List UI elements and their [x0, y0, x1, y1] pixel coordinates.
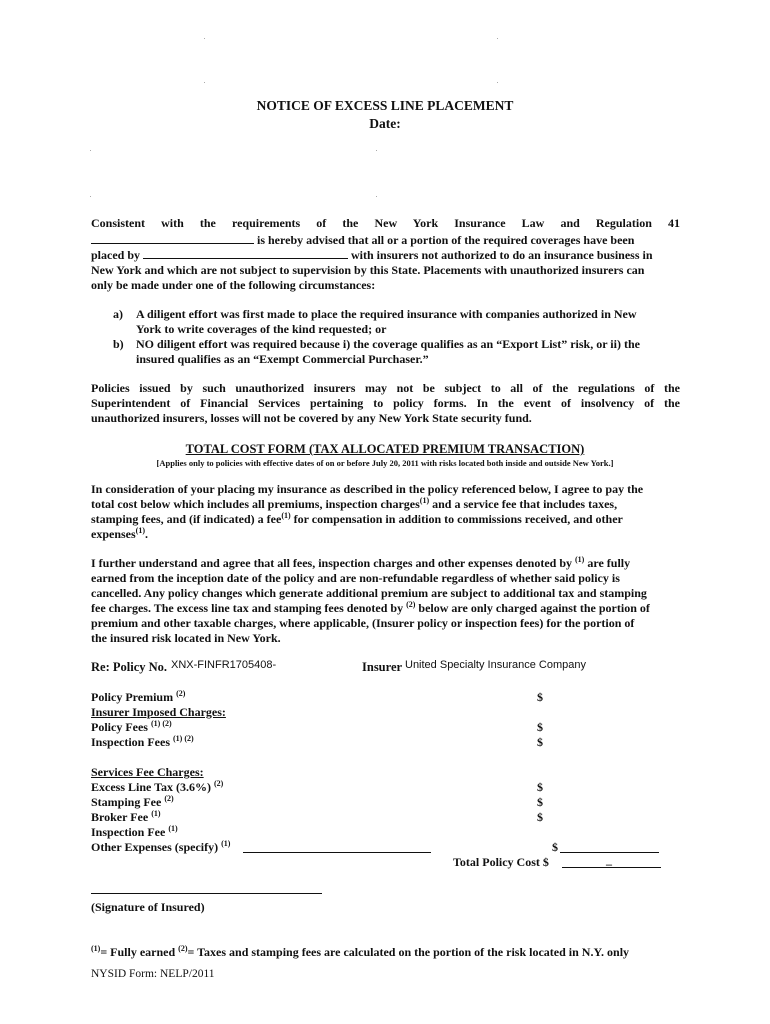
footnote-mark: (1) [419, 496, 430, 505]
total-policy-cost-value: _ [606, 853, 612, 867]
cost-form-note: [Applies only to policies with effective dates of on or before July 20, 2011 with risks located both inside and outside New York.] [156, 458, 614, 468]
charge-label-excess-line-tax: Excess Line Tax (3.6%) $^{(2)}$ [91, 779, 224, 794]
footnote-mark: (2) [178, 944, 188, 953]
list-item: A diligent effort was first made to place the required insurance with companies authorized in New [136, 307, 637, 321]
list-marker: a) [113, 307, 123, 321]
charge-label-other-expenses: Other Expenses (specify) $^{(1)}$ [91, 839, 231, 854]
footnote-mark: (1) [281, 511, 291, 520]
total-policy-cost-label: Total Policy Cost $ [453, 855, 549, 869]
dollar-sign: $ [552, 840, 558, 854]
understand-line: earned from the inception date of the policy and are non-refundable regardless of whether said policy is [91, 571, 620, 585]
insurer-field[interactable]: United Specialty Insurance Company [405, 659, 586, 671]
state-blank[interactable] [91, 233, 254, 244]
cost-form-title: TOTAL COST FORM (TAX ALLOCATED PREMIUM TRANSACTION) [185, 442, 585, 456]
footnote-mark: (1) [168, 824, 178, 833]
understand-line: fee charges. The excess line tax and stamping fees denoted by $^{(2)}$ below are only charged against the portion of [91, 600, 650, 615]
policy-no-label: Re: Policy No. [91, 660, 168, 674]
consideration-line: In consideration of your placing my insurance as described in the policy referenced below, I agree to pay the [91, 482, 644, 496]
scan-speck [497, 82, 498, 83]
policy-no-field[interactable]: XNX-FINFR1705408- [171, 659, 277, 671]
footnote-mark: (2) [176, 689, 186, 698]
charge-label-broker-fee: Broker Fee $^{(1)}$ [91, 809, 161, 824]
footnote-mark: (2) [214, 779, 224, 788]
other-expenses-field[interactable] [243, 852, 431, 853]
footnote-mark: (1) [91, 944, 101, 953]
footnote-mark: (1) (2) [173, 734, 194, 743]
dollar-sign: $ [537, 810, 543, 824]
footnote-mark: (1) [135, 526, 145, 535]
footnote-mark: (2) [164, 794, 174, 803]
understand-line: premium and other taxable charges, where applicable, (Insurer policy or inspection fees) for the portion of [91, 616, 635, 630]
policies-line: Policies issued by such unauthorized insurers may not be subject to all of the regulations of the [91, 381, 680, 395]
footnote-mark: (1) [151, 809, 161, 818]
list-item: NO diligent effort was required because i) the coverage qualifies as an “Export List” risk, or ii) the [136, 337, 640, 351]
dollar-sign: $ [537, 795, 543, 809]
signature-label: (Signature of Insured) [91, 900, 205, 914]
charge-label-policy-fees: Policy Fees $^{(1) (2)}$ [91, 719, 172, 734]
dollar-sign: $ [537, 720, 543, 734]
intro-line: New York and which are not subject to supervision by this State. Placements with unauthorized insurers can [91, 263, 645, 277]
footnote-legend: $^{(1)}$= Fully earned $^{(2)}$= Taxes and stamping fees are calculated on the portion of the risk located in N.Y. only [91, 944, 630, 959]
dollar-sign: $ [537, 735, 543, 749]
list-item: insured qualifies as an “Exempt Commercial Purchaser.” [136, 352, 429, 366]
intro-line: only be made under one of the following circumstances: [91, 278, 376, 292]
scan-speck [204, 38, 205, 39]
footnote-mark: (1) (2) [150, 719, 172, 728]
page-title: NOTICE OF EXCESS LINE PLACEMENT [256, 98, 514, 113]
scan-speck [90, 196, 91, 197]
dollar-sign: $ [537, 690, 543, 704]
footnote-mark: (1) [575, 555, 585, 564]
date-label: Date: [369, 116, 401, 131]
insurer-label: Insurer [362, 660, 403, 674]
intro-line: placed by with insurers not authorized to do an insurance business in [91, 248, 653, 262]
dollar-sign: $ [537, 780, 543, 794]
scan-speck [497, 38, 498, 39]
scan-speck [90, 150, 91, 151]
consideration-line: total cost below which includes all premiums, inspection charges$^{(1)}$ and a service fee that includes taxes, [91, 496, 618, 511]
footnote-mark: (1) [221, 839, 231, 848]
footnote-mark: (2) [406, 600, 416, 609]
scan-speck [376, 150, 377, 151]
intro-line: is hereby advised that all or a portion of the required coverages have been [91, 233, 634, 248]
scan-speck [204, 82, 205, 83]
broker-blank[interactable] [143, 248, 348, 259]
list-item: York to write coverages of the kind requested; or [136, 322, 387, 336]
charge-label-stamping-fee: Stamping Fee $^{(2)}$ [91, 794, 174, 809]
intro-line: Consistent with the requirements of the New York Insurance Law and Regulation 41 [91, 216, 680, 230]
policies-line: unauthorized insurers, losses will not be covered by any New York State security fund. [91, 411, 532, 425]
form-id: NYSID Form: NELP/2011 [91, 968, 215, 980]
understand-line: cancelled. Any policy changes which generate additional premium are subject to additional tax and stamping [91, 586, 647, 600]
insurer-imposed-heading: Insurer Imposed Charges: [91, 705, 226, 719]
services-fee-heading: Services Fee Charges: [91, 765, 204, 779]
charge-label-inspection-fee: Inspection Fee $^{(1)}$ [91, 824, 178, 839]
understand-line: the insured risk located in New York. [91, 631, 281, 645]
consideration-line: stamping fees, and (if indicated) a fee$^{(1)}$ for compensation in addition to commissions received, and other [91, 511, 623, 526]
charge-label-inspection-fees: Inspection Fees $^{(1) (2)}$ [91, 734, 194, 749]
signature-line[interactable] [91, 893, 322, 894]
policies-line: Superintendent of Financial Services pertaining to policy forms. In the event of insolvency of the [91, 396, 680, 410]
charge-label-policy-premium: Policy Premium $^{(2)}$ [91, 689, 186, 704]
list-marker: b) [113, 337, 124, 351]
consideration-line: expenses$^{(1)}$. [91, 526, 148, 541]
understand-line: I further understand and agree that all fees, inspection charges and other expenses denoted by $^{(1)}$ are fully [91, 555, 631, 570]
scan-speck [376, 196, 377, 197]
